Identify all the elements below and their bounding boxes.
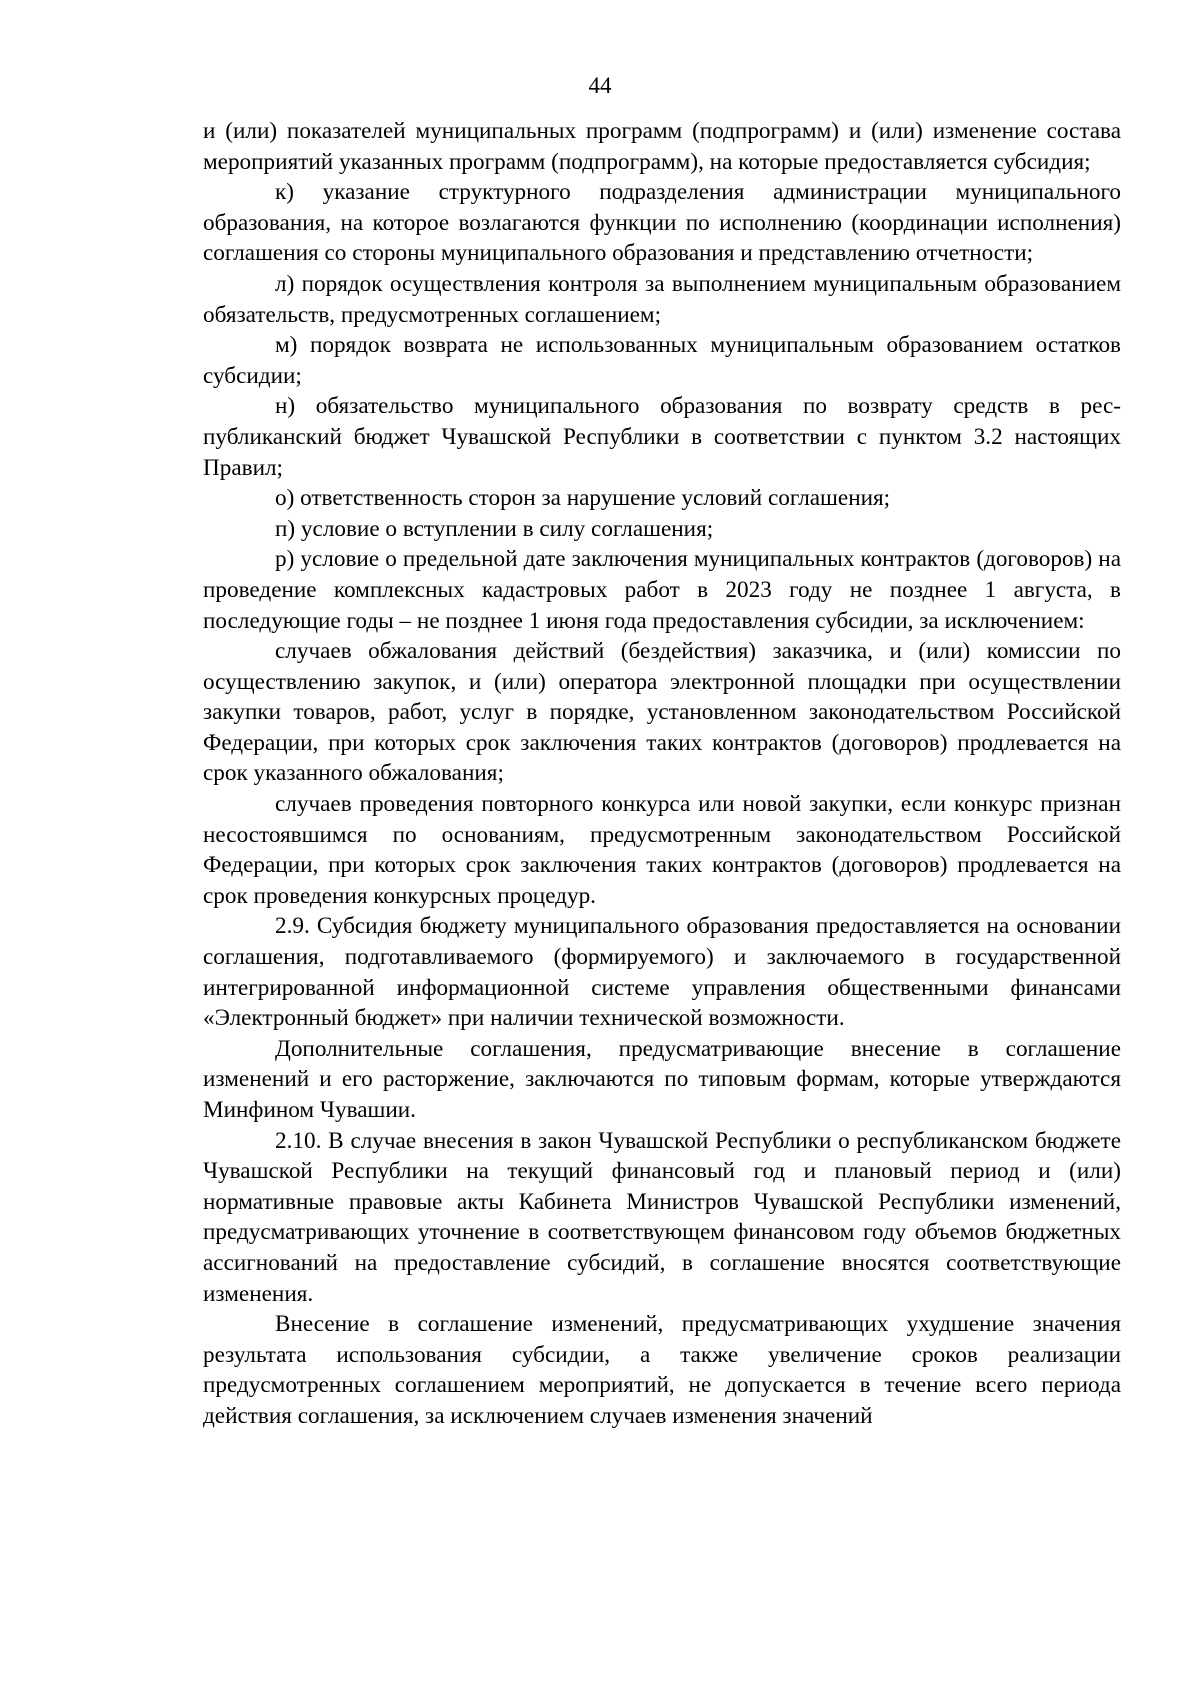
document-body [203, 116, 1121, 1432]
paragraph-amendments: Внесение в соглашение изменений, предусматривающих ухудшение значения результата использования субсидии, а также увеличение сроков реализации предусмотренных соглашением мероприятий, не допускается в течение всего периода действия соглашения, за исключением случаев изменения значений [203, 1311, 1121, 1429]
paragraph-item-l: л) порядок осуществления контроля за выполнением муниципальным образованием обязательств, предусмотренных соглашением; [203, 270, 1121, 328]
paragraph-continuation: и (или) показателей муниципальных программ (подпрограмм) и (или) изменение состава мероприятий указанных программ (подпрограмм), на которые предоставляется субсидия; [203, 118, 1121, 175]
paragraph-item-n: н) обязательство муниципального образования по возврату средств в республиканский бюджет Чувашской Республики в соответствии с пунктом 3.2 настоящих Правил; [203, 393, 1121, 481]
paragraph-2-9: 2.9. Субсидия бюджету муниципального образования предоставляется на основании соглашения, подготавливаемого (формируемого) и заключаемого в государственной интегрированной информационной системе управления общественными финансами «Электронный бюджет» при наличии технической возможности. [203, 913, 1121, 1032]
paragraph-exception-appeal: случаев обжалования действий (бездействия) заказчика, и (или) комиссии по осуществлению закупок, и (или) оператора электронной площадки при осуществлении закупки товаров, работ, услуг в порядке, установленном законодательством Российской Федерации, при которых срок заключения таких контрактов (договоров) продлевается на срок указанного обжалования; [203, 638, 1121, 787]
paragraph-exception-retender: случаев проведения повторного конкурса или новой закупки, если конкурс признан несостоявшимся по основаниям, предусмотренным законодательством Российской Федерации, при которых срок заключения таких контрактов (договоров) продлевается на срок проведения конкурсных процедур. [203, 791, 1121, 909]
paragraph-item-m: м) порядок возврата не использованных муниципальным образованием остатков субсидии; [203, 332, 1121, 389]
paragraph-item-p: п) условие о вступлении в силу соглашения; [275, 515, 714, 542]
paragraph-item-o: о) ответственность сторон за нарушение условий соглашения; [275, 485, 891, 512]
paragraph-item-r: р) условие о предельной дате заключения муниципальных контрактов (договоров) на проведение комплексных кадастровых работ в 2023 году не позднее 1 августа, в последующие годы – не позднее 1 июня года предоставления субсидии, за исключением: [203, 546, 1121, 634]
paragraph-item-k: к) указание структурного подразделения администрации муниципального образования, на которое возлагаются функции по исполнению (координации исполнения) соглашения со стороны муниципального образования и представлению отчетности; [203, 179, 1121, 267]
paragraph-additional-agreements: Дополнительные соглашения, предусматривающие внесение в соглашение изменений и его расторжение, заключаются по типовым формам, которые утверждаются Минфином Чувашии. [203, 1035, 1121, 1123]
paragraph-2-10: 2.10. В случае внесения в закон Чувашской Республики о республиканском бюджете Чувашской Республики на текущий финансовый год и плановый период и (или) нормативные правовые акты Кабинета Министров Чувашской Республики изменений, предусматривающих уточнение в соответствующем финансовом году объемов бюджетных ассигнований на предоставление субсидий, в соглашение вносятся соответствующие изменения. [203, 1127, 1121, 1307]
page-number: 44 [588, 73, 612, 98]
